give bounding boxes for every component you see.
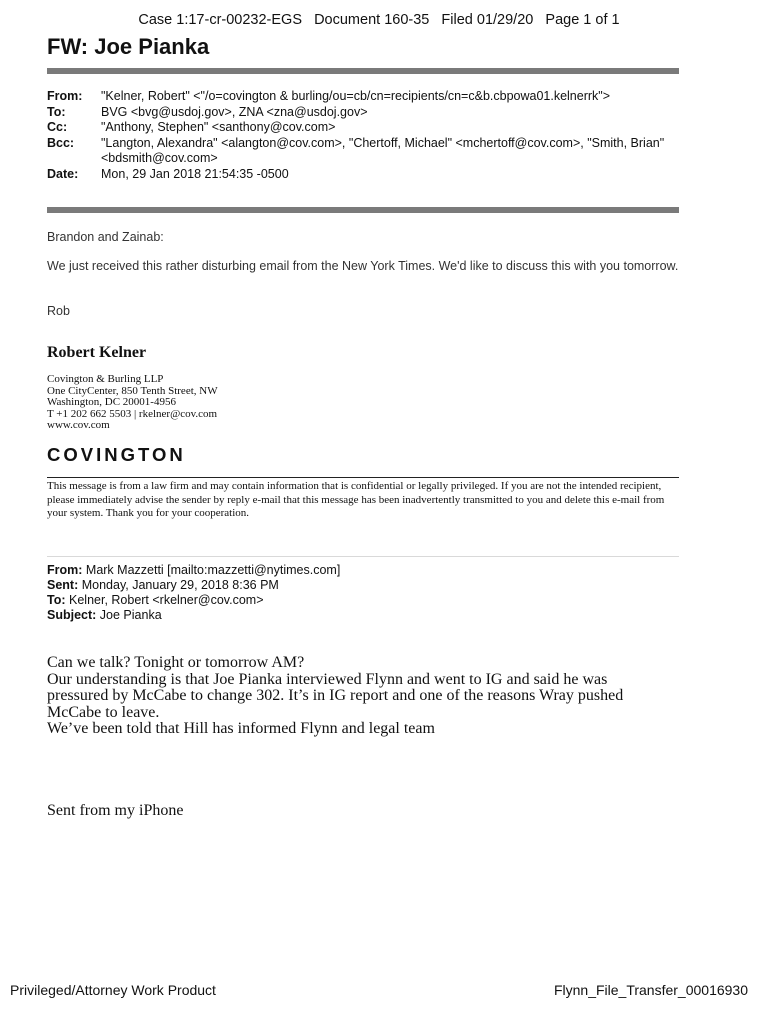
signature-name: Robert Kelner (47, 344, 147, 361)
header-from-value: "Kelner, Robert" <"/o=covington & burling/ou=cb/cn=recipients/cn=c&b.cbpowa01.kelnerrk"> (101, 89, 611, 103)
header-bcc-row (47, 136, 681, 167)
header-bcc-label: Bcc: (47, 135, 75, 150)
message-line: Our understanding is that Joe Pianka interviewed Flynn and went to IG and said he was (47, 670, 608, 688)
forwarded-to-row (47, 593, 340, 608)
email-subject-title: FW: Joe Pianka (47, 34, 210, 59)
signature-website: www.cov.com (47, 419, 110, 431)
header-to-value: BVG <bvg@usdoj.gov>, ZNA <zna@usdoj.gov> (101, 104, 368, 119)
message-line: McCabe to leave. (47, 703, 160, 721)
forwarded-sent-row (47, 578, 340, 593)
email-greeting: Brandon and Zainab: (47, 230, 164, 244)
signature-firm: Covington & Burling LLP (47, 373, 164, 385)
message-line: Can we talk? Tonight or tomorrow AM? (47, 654, 305, 671)
header-to-row (47, 105, 681, 121)
disclaimer-divider (47, 477, 679, 478)
confidentiality-disclaimer: This message is from a law firm and may contain information that is confidential or legally privileged. If you are not the intended recipient, please immediately advise the sender by reply e-mail that this message has been inadvertently transmitted to you and delete this e-mail from your system. Thank you for your cooperation. (47, 480, 665, 519)
header-cc-value: "Anthony, Stephen" <santhony@cov.com> (101, 120, 336, 134)
header-date-label: Date: (47, 166, 79, 181)
header-cc-row (47, 120, 681, 136)
court-filing-header: Case 1:17-cr-00232-EGS Document 160-35 Filed 01/29/20 Page 1 of 1 (138, 12, 620, 28)
header-from-row (47, 89, 681, 105)
header-to-label: To: (47, 104, 66, 119)
forwarded-to-value: Kelner, Robert <rkelner@cov.com> (69, 593, 264, 607)
message-line: pressured by McCabe to change 302. It’s in IG report and one of the reasons Wray pushed (47, 687, 624, 704)
signature-contact: T +1 202 662 5503 | rkelner@cov.com (47, 407, 218, 420)
header-date-row (47, 167, 681, 183)
header-bcc-value: "Langton, Alexandra" <alangton@cov.com>, "Chertoff, Michael" <mchertoff@cov.com>, "Smith, Brian" <bdsmith@cov.com> (101, 135, 665, 165)
forwarded-from-value: Mark Mazzetti [mailto:mazzetti@nytimes.com] (85, 563, 341, 577)
forwarded-divider (47, 556, 679, 557)
forwarded-to-label: To: (47, 593, 66, 607)
sent-from-iphone: Sent from my iPhone (47, 802, 184, 819)
header-date-value: Mon, 29 Jan 2018 21:54:35 -0500 (101, 166, 289, 181)
email-signoff: Rob (47, 304, 70, 318)
header-from-label: From: (47, 89, 83, 103)
forwarded-subject-value: Joe Pianka (99, 608, 162, 622)
message-line: We’ve been told that Hill has informed Flynn and legal team (47, 720, 435, 737)
forwarded-subject-row (47, 608, 340, 623)
forwarded-subject-label: Subject: (47, 608, 97, 622)
signature-city: Washington, DC 20001-4956 (47, 396, 176, 408)
header-cc-label: Cc: (47, 120, 68, 134)
signature-address: One CityCenter, 850 Tenth Street, NW (47, 384, 218, 397)
footer-bates-number: Flynn_File_Transfer_00016930 (553, 982, 748, 998)
forwarded-from-label: From: (47, 563, 83, 577)
covington-logo: COVINGTON (47, 444, 186, 465)
header-bottom-divider (47, 207, 679, 213)
forwarded-from-row (47, 563, 340, 578)
email-header-block (47, 89, 681, 182)
signature-block (47, 374, 218, 432)
email-body-paragraph: We just received this rather disturbing email from the New York Times. We'd like to discuss this with you tomorrow. (47, 259, 679, 273)
footer-privilege-label: Privileged/Attorney Work Product (10, 982, 216, 998)
forwarded-header-block (47, 563, 340, 623)
header-top-divider (47, 68, 679, 74)
forwarded-message-body (47, 655, 623, 738)
forwarded-sent-value: Monday, January 29, 2018 8:36 PM (81, 578, 279, 592)
forwarded-sent-label: Sent: (47, 578, 79, 592)
